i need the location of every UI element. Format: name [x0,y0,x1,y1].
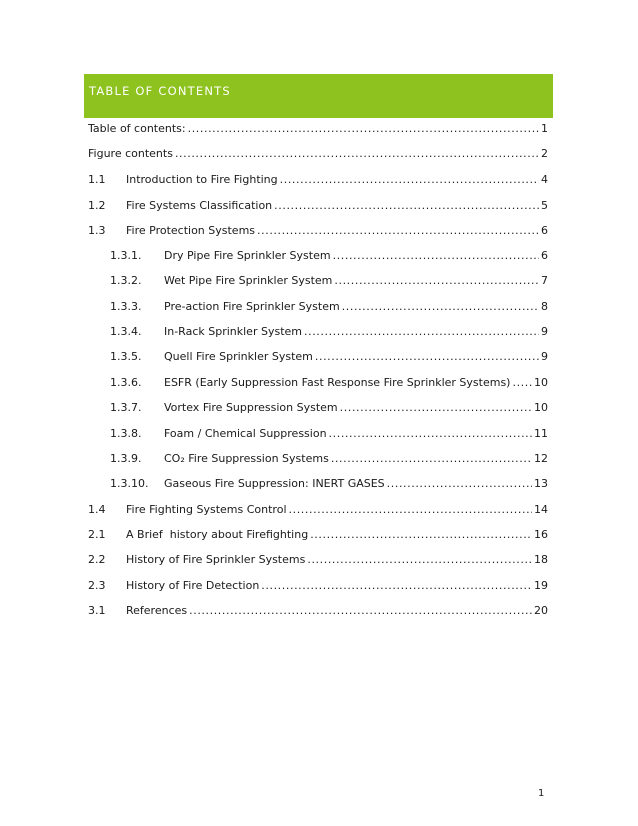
toc-leader-dots [512,375,532,391]
toc-leader-dots [333,248,539,264]
toc-entry[interactable] [110,476,548,492]
toc-entry-page: 6 [541,249,548,262]
toc-entry-page: 8 [541,300,548,313]
toc-entry-number: 1.3 [88,224,106,237]
toc-leader-dots [315,349,539,365]
toc-entry-title: Gaseous Fire Suppression: INERT GASES [164,477,385,490]
toc-entry-number: 2.1 [88,528,106,541]
toc-leader-dots [257,223,539,239]
toc-entry-title: ESFR (Early Suppression Fast Response Fire Sprinkler Systems) [164,376,511,389]
toc-entry-number: 3.1 [88,604,106,617]
toc-leader-dots [331,451,532,467]
toc-entry[interactable] [88,146,548,162]
toc-leader-dots [175,146,539,162]
toc-entry-title: Introduction to Fire Fighting [126,173,278,186]
toc-entry[interactable] [110,426,548,442]
toc-entry-page: 16 [534,528,548,541]
toc-entry-title: History of Fire Sprinkler Systems [126,553,306,566]
toc-entry-number: 1.3.10. [110,477,149,490]
toc-entry-page: 2 [541,147,548,160]
toc-entry-title: Fire Fighting Systems Control [126,503,287,516]
toc-entry-number: 1.1 [88,173,106,186]
toc-entry-page: 10 [534,401,548,414]
toc-entry-number: 1.3.3. [110,300,142,313]
toc-entry-page: 19 [534,579,548,592]
toc-leader-dots [340,400,532,416]
toc-entry-number: 1.3.6. [110,376,142,389]
toc-entry-number: 1.3.4. [110,325,142,338]
toc-entry-title: Wet Pipe Fire Sprinkler System [164,274,333,287]
toc-entry-number: 1.3.2. [110,274,142,287]
toc-entry-number: 1.3.1. [110,249,142,262]
toc-entry[interactable] [88,198,548,214]
toc-entry-page: 14 [534,503,548,516]
toc-entry-page: 9 [541,350,548,363]
toc-entry-page: 13 [534,477,548,490]
toc-entry-title: Foam / Chemical Suppression [164,427,327,440]
toc-entry-title: References [126,604,188,617]
toc-entry[interactable] [88,527,548,543]
toc-entry[interactable] [110,324,548,340]
toc-entry[interactable] [88,578,548,594]
toc-header-title: TABLE OF CONTENTS [89,84,231,98]
toc-leader-dots [334,273,539,289]
toc-entry[interactable] [110,400,548,416]
toc-entry-page: 9 [541,325,548,338]
toc-entry-number: 1.3.8. [110,427,142,440]
toc-leader-dots [342,299,539,315]
toc-entry[interactable] [110,375,548,391]
toc-entry-page: 18 [534,553,548,566]
toc-entry-title: Quell Fire Sprinkler System [164,350,313,363]
toc-leader-dots [188,121,539,137]
toc-entry-title: Vortex Fire Suppression System [164,401,338,414]
toc-entry-title: Dry Pipe Fire Sprinkler System [164,249,331,262]
toc-entry[interactable] [88,172,548,188]
toc-entry-page: 11 [534,427,548,440]
page-number: 1 [538,788,545,799]
toc-entry-page: 12 [534,452,548,465]
toc-entry[interactable] [88,502,548,518]
toc-entry[interactable] [88,603,548,619]
toc-leader-dots [304,324,539,340]
toc-entry-number: 1.3.9. [110,452,142,465]
toc-entry-title: History of Fire Detection [126,579,260,592]
toc-entry[interactable] [110,273,548,289]
toc-leader-dots [289,502,533,518]
toc-entry[interactable] [110,451,548,467]
toc-entry[interactable] [110,299,548,315]
toc-leader-dots [280,172,539,188]
toc-entry-page: 7 [541,274,548,287]
toc-leader-dots [307,552,532,568]
toc-leader-dots [387,476,532,492]
toc-entry-page: 10 [534,376,548,389]
toc-entry-page: 4 [541,173,548,186]
toc-entry[interactable] [110,248,548,264]
toc-entry-number: 2.3 [88,579,106,592]
toc-entry-title: Fire Systems Classification [126,199,273,212]
toc-entry-number: 2.2 [88,553,106,566]
toc-header-bar [84,74,553,118]
toc-entry-page: 6 [541,224,548,237]
toc-entry-title: In-Rack Sprinkler System [164,325,302,338]
toc-entry-title: Table of contents: [88,122,186,135]
toc-leader-dots [274,198,539,214]
toc-entry[interactable] [88,223,548,239]
toc-entry-page: 1 [541,122,548,135]
toc-entry-number: 1.2 [88,199,106,212]
toc-leader-dots [310,527,532,543]
toc-entry[interactable] [110,349,548,365]
toc-entry-number: 1.4 [88,503,106,516]
toc-entry-title: CO₂ Fire Suppression Systems [164,452,329,465]
toc-entry-page: 5 [541,199,548,212]
toc-entry-title: Fire Protection Systems [126,224,256,237]
toc-entry-number: 1.3.5. [110,350,142,363]
toc-entry-number: 1.3.7. [110,401,142,414]
toc-entry[interactable] [88,121,548,137]
toc-entry-page: 20 [534,604,548,617]
toc-entry-title: Pre-action Fire Sprinkler System [164,300,340,313]
toc-leader-dots [189,603,532,619]
toc-entry-title: A Brief history about Firefighting [126,528,309,541]
toc-leader-dots [329,426,532,442]
toc-entry-title: Figure contents [88,147,173,160]
toc-entry[interactable] [88,552,548,568]
toc-leader-dots [261,578,532,594]
